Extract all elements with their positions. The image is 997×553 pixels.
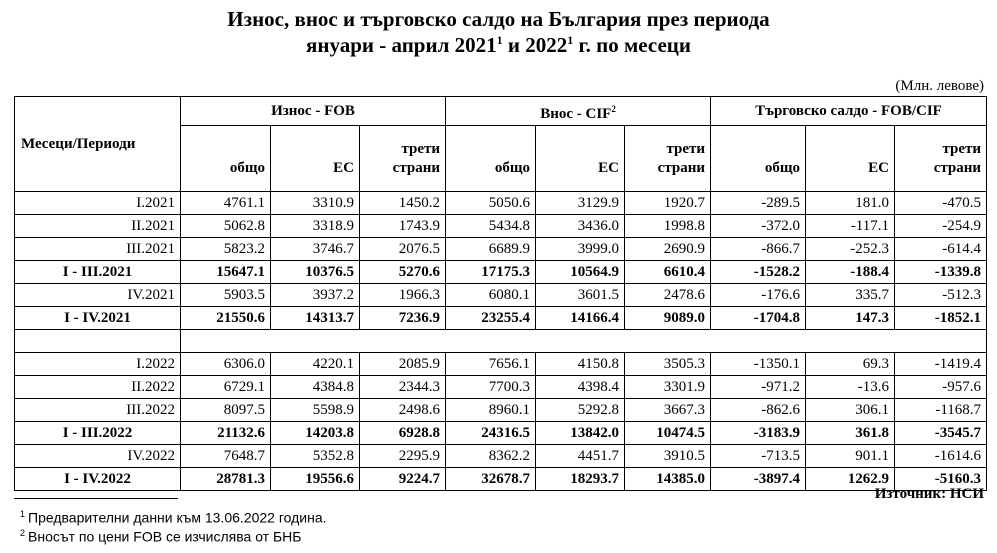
value-cell: 2076.5 [360,238,446,261]
value-cell: 14166.4 [536,307,625,330]
value-cell: 3937.2 [271,284,360,307]
value-cell: 147.3 [806,307,895,330]
footnote-mark: 2 [20,528,26,538]
value-cell: -713.5 [711,445,806,468]
value-cell: 21550.6 [181,307,271,330]
title-part-c: г. по месеци [573,33,691,57]
subheader-import-third [625,126,711,192]
subheader-export-total: общо [181,126,271,192]
value-cell: -957.6 [895,376,987,399]
value-cell: 4451.7 [536,445,625,468]
table-row [15,353,987,376]
group-header-balance: Търговско салдо - FOB/CIF [711,97,987,126]
subheader-export-third [360,126,446,192]
value-cell: 181.0 [806,192,895,215]
value-cell: 3310.9 [271,192,360,215]
value-cell: 5062.8 [181,215,271,238]
third-line-2: страни [657,160,706,176]
footnote-1 [20,509,327,526]
value-cell: 306.1 [806,399,895,422]
value-cell: -117.1 [806,215,895,238]
value-cell: 18293.7 [536,468,625,491]
table-row [15,284,987,307]
source-label: Източник: НСИ [874,486,984,502]
value-cell: 2295.9 [360,445,446,468]
period-cell: I.2022 [15,353,181,376]
value-cell: 5434.8 [446,215,536,238]
import-footnote-mark: 2 [611,103,616,114]
separator-cell [15,330,181,353]
value-cell: -862.6 [711,399,806,422]
period-cell: II.2022 [15,376,181,399]
value-cell: 4150.8 [536,353,625,376]
value-cell: -372.0 [711,215,806,238]
value-cell: 5292.8 [536,399,625,422]
value-cell: 1262.9 [806,468,895,491]
value-cell: 9224.7 [360,468,446,491]
value-cell: 5823.2 [181,238,271,261]
value-cell: -971.2 [711,376,806,399]
value-cell: -3183.9 [711,422,806,445]
value-cell: -252.3 [806,238,895,261]
subheader-import-eu: ЕС [536,126,625,192]
value-cell: 3436.0 [536,215,625,238]
value-cell: -3897.4 [711,468,806,491]
value-cell: 69.3 [806,353,895,376]
third-line-1: трети [942,141,982,157]
period-cell: III.2022 [15,399,181,422]
group-header-export: Износ - FOB [181,97,446,126]
value-cell: -13.6 [806,376,895,399]
subheader-balance-eu: ЕС [806,126,895,192]
value-cell: -866.7 [711,238,806,261]
value-cell: 5050.6 [446,192,536,215]
table-row [15,399,987,422]
third-line-2: страни [933,160,982,176]
value-cell: 335.7 [806,284,895,307]
period-cell: IV.2022 [15,445,181,468]
table-row [15,192,987,215]
period-cell: I.2021 [15,192,181,215]
value-cell: 7700.3 [446,376,536,399]
period-cell: I - IV.2022 [15,468,181,491]
value-cell: -1614.6 [895,445,987,468]
period-cell: I - IV.2021 [15,307,181,330]
value-cell: 5352.8 [271,445,360,468]
footnote-mark: 1 [20,509,26,519]
value-cell: -176.6 [711,284,806,307]
value-cell: -254.9 [895,215,987,238]
value-cell: 1966.3 [360,284,446,307]
value-cell: 3999.0 [536,238,625,261]
value-cell: 3667.3 [625,399,711,422]
value-cell: 3129.9 [536,192,625,215]
value-cell: 9089.0 [625,307,711,330]
subheader-balance-third [895,126,987,192]
trade-table [14,96,987,491]
value-cell: 21132.6 [181,422,271,445]
value-cell: 6306.0 [181,353,271,376]
title-part-b: и 2022 [502,33,568,57]
value-cell: 2690.9 [625,238,711,261]
value-cell: 7236.9 [360,307,446,330]
value-cell: -1168.7 [895,399,987,422]
value-cell: -1419.4 [895,353,987,376]
period-cell: I - III.2022 [15,422,181,445]
value-cell: 14203.8 [271,422,360,445]
title-footnote-mark-1: 1 [496,33,503,47]
value-cell: -3545.7 [895,422,987,445]
value-cell: 5598.9 [271,399,360,422]
value-cell: 5903.5 [181,284,271,307]
value-cell: 5270.6 [360,261,446,284]
value-cell: -5160.3 [895,468,987,491]
title-footnote-mark-2: 1 [567,33,574,47]
value-cell: 19556.6 [271,468,360,491]
value-cell: 1450.2 [360,192,446,215]
subheader-balance-total: общо [711,126,806,192]
value-cell: 15647.1 [181,261,271,284]
third-line-1: трети [666,141,706,157]
footnote-2 [20,528,301,545]
value-cell: 2344.3 [360,376,446,399]
value-cell: 7656.1 [446,353,536,376]
table-row [15,376,987,399]
table-row [15,468,987,491]
value-cell: 8960.1 [446,399,536,422]
value-cell: 14385.0 [625,468,711,491]
value-cell: 901.1 [806,445,895,468]
value-cell: 3505.3 [625,353,711,376]
value-cell: 3746.7 [271,238,360,261]
value-cell: 24316.5 [446,422,536,445]
value-cell: 6729.1 [181,376,271,399]
value-cell: 6689.9 [446,238,536,261]
value-cell: 8097.5 [181,399,271,422]
value-cell: 23255.4 [446,307,536,330]
table-row [15,307,987,330]
table-row [15,422,987,445]
value-cell: 4761.1 [181,192,271,215]
footnote-text: Предварителни данни към 13.06.2022 година. [28,509,327,526]
value-cell: 2085.9 [360,353,446,376]
period-cell: IV.2021 [15,284,181,307]
value-cell: 3910.5 [625,445,711,468]
value-cell: 4384.8 [271,376,360,399]
value-cell: 4398.4 [536,376,625,399]
period-cell: II.2021 [15,215,181,238]
value-cell: 7648.7 [181,445,271,468]
value-cell: 6928.8 [360,422,446,445]
value-cell: 10474.5 [625,422,711,445]
third-line-2: страни [392,160,440,176]
subheader-import-total: общо [446,126,536,192]
value-cell: 2498.6 [360,399,446,422]
title-line-2 [0,32,997,58]
value-cell: 28781.3 [181,468,271,491]
value-cell: 4220.1 [271,353,360,376]
value-cell: 361.8 [806,422,895,445]
value-cell: 3301.9 [625,376,711,399]
value-cell: -1852.1 [895,307,987,330]
group-header-import [446,97,711,126]
value-cell: 6080.1 [446,284,536,307]
period-cell: III.2021 [15,238,181,261]
value-cell: -1704.8 [711,307,806,330]
value-cell: -512.3 [895,284,987,307]
value-cell: 17175.3 [446,261,536,284]
table-row [15,445,987,468]
period-cell: I - III.2021 [15,261,181,284]
value-cell: 3318.9 [271,215,360,238]
value-cell: 1743.9 [360,215,446,238]
value-cell: -1339.8 [895,261,987,284]
table-row [15,261,987,284]
table-row [15,238,987,261]
table-row [15,215,987,238]
title-part-a: януари - април 2021 [306,33,497,57]
value-cell: 13842.0 [536,422,625,445]
row-header: Месеци/Периоди [15,97,181,192]
title-line-1: Износ, внос и търговско салдо на България през периода [227,7,770,31]
value-cell: 10564.9 [536,261,625,284]
table-body [15,192,987,491]
value-cell: 14313.7 [271,307,360,330]
separator-cell [181,330,987,353]
value-cell: 2478.6 [625,284,711,307]
value-cell: 1920.7 [625,192,711,215]
value-cell: -188.4 [806,261,895,284]
value-cell: 1998.8 [625,215,711,238]
value-cell: 8362.2 [446,445,536,468]
value-cell: 10376.5 [271,261,360,284]
units-label: (Млн. левове) [895,78,984,94]
value-cell: -470.5 [895,192,987,215]
value-cell: -289.5 [711,192,806,215]
value-cell: 6610.4 [625,261,711,284]
document-title [0,6,997,58]
value-cell: -614.4 [895,238,987,261]
value-cell: -1528.2 [711,261,806,284]
value-cell: 3601.5 [536,284,625,307]
footnote-divider [14,498,178,499]
third-line-1: трети [401,141,440,157]
footnote-text: Вносът по цени FOB се изчислява от БНБ [28,528,302,545]
value-cell: -1350.1 [711,353,806,376]
group-header-import-label: Внос - CIF [540,105,612,122]
value-cell: 32678.7 [446,468,536,491]
subheader-export-eu: ЕС [271,126,360,192]
separator-row [15,330,987,353]
